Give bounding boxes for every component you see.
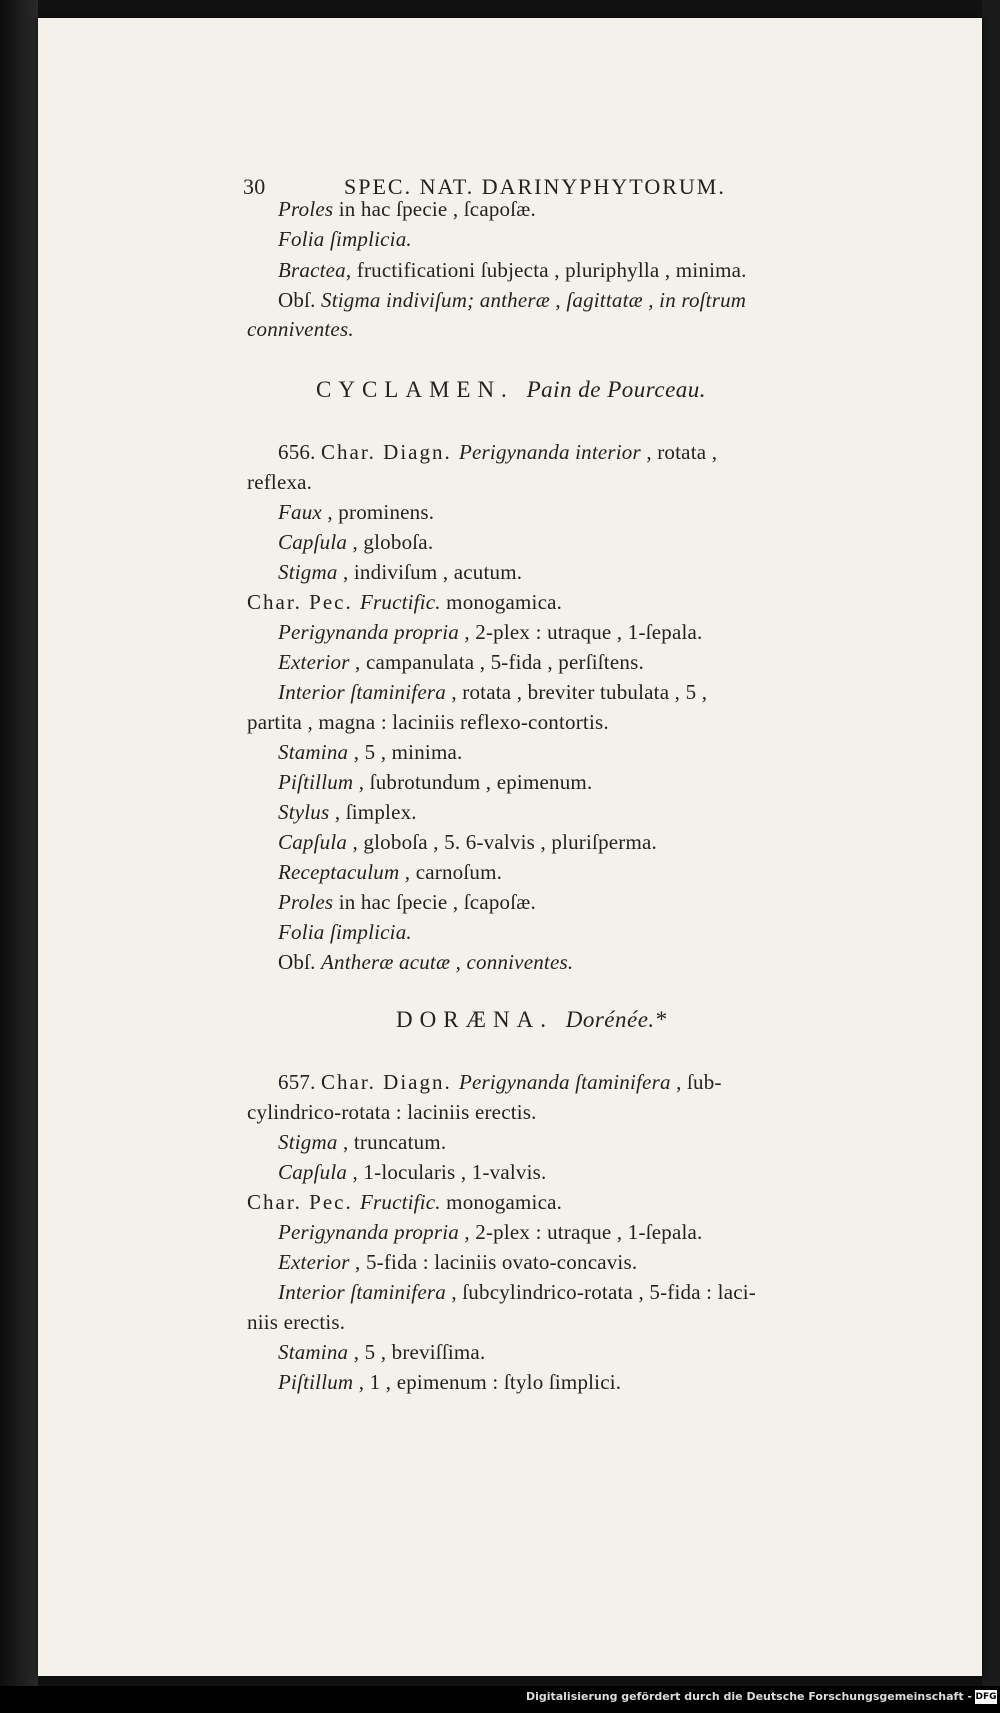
text-span: , ſubrotundum , epimenum.: [353, 770, 593, 794]
text-span: , globoſa , 5. 6-valvis , pluriſperma.: [347, 830, 657, 854]
text-line: [247, 710, 609, 735]
text-line: [278, 530, 433, 555]
text-line: [247, 470, 312, 495]
text-line: [278, 227, 412, 252]
genus-heading: [396, 1007, 667, 1033]
text-span: reflexa.: [247, 470, 313, 494]
text-span: Interior ſtaminifera: [278, 1280, 446, 1304]
text-span: Perigynanda interior: [458, 440, 641, 464]
text-span: Capſula: [278, 530, 348, 554]
text-span: , truncatum.: [337, 1130, 447, 1154]
text-span: , ſimplex.: [329, 800, 417, 824]
text-span: , 5 , breviſſima.: [348, 1340, 486, 1364]
text-span: 657.: [278, 1070, 321, 1094]
text-span: , rotata , breviter tubulata , 5 ,: [445, 680, 708, 704]
text-line: [278, 1370, 621, 1395]
text-span: Folia ſimplicia.: [278, 227, 412, 251]
text-line: [278, 1070, 722, 1095]
text-span: Fructific.: [359, 1190, 441, 1214]
text-line: [247, 590, 562, 615]
text-span: Receptaculum: [278, 860, 400, 884]
text-line: [278, 500, 434, 525]
text-span: , globoſa.: [347, 530, 434, 554]
text-line: [278, 650, 644, 675]
text-span: , 2-plex : utraque , 1-ſepala.: [458, 1220, 703, 1244]
text-span: Char. Diagn.: [321, 1070, 459, 1094]
text-span: Obſ.: [278, 288, 321, 312]
text-span: niis erectis.: [247, 1310, 346, 1334]
text-line: [278, 770, 592, 795]
text-line: [278, 1340, 485, 1365]
text-span: CYCLAMEN.: [316, 377, 527, 402]
text-span: Stigma: [278, 560, 338, 584]
text-span: partita , magna : laciniis reflexo-contortis.: [247, 710, 609, 734]
text-line: [278, 620, 702, 645]
text-span: , ſub-: [670, 1070, 722, 1094]
text-line: [278, 1130, 446, 1155]
text-span: DORÆNA.: [396, 1007, 566, 1032]
text-line: [247, 1310, 345, 1335]
text-line: [278, 440, 717, 465]
text-span: Proles: [278, 890, 334, 914]
text-span: , prominens.: [321, 500, 435, 524]
text-span: Proles: [278, 197, 334, 221]
text-span: Capſula: [278, 1160, 348, 1184]
text-line: [278, 1250, 637, 1275]
text-span: Stigma indiviſum; antheræ , ſagittatæ , in roſtrum: [321, 288, 747, 312]
text-span: Stylus: [278, 800, 330, 824]
scan-border: [982, 0, 1000, 1713]
text-span: , rotata ,: [640, 440, 718, 464]
text-span: Piſtillum: [278, 1370, 354, 1394]
text-line: [278, 197, 536, 222]
text-span: , 1 , epimenum : ſtylo ſimplici.: [353, 1370, 622, 1394]
text-span: , 1-locularis , 1-valvis.: [347, 1160, 547, 1184]
text-span: Antheræ acutæ , conniventes.: [321, 950, 574, 974]
text-line: [247, 317, 354, 342]
text-span: , carnoſum.: [399, 860, 503, 884]
text-span: Exterior: [278, 650, 350, 674]
text-line: [278, 860, 502, 885]
text-line: [278, 800, 417, 825]
text-span: Pain de Pourceau.: [526, 377, 707, 402]
text-span: , fructificationi ſubjecta , pluriphylla , minima.: [345, 258, 747, 282]
text-line: [278, 920, 412, 945]
text-line: [278, 740, 462, 765]
text-span: Faux: [278, 500, 322, 524]
running-title: SPEC. NAT. DARINYPHYTORUM.: [344, 174, 726, 199]
text-span: Bractea: [278, 258, 346, 282]
genus-heading: [316, 377, 706, 403]
text-line: [278, 288, 746, 313]
text-span: , indiviſum , acutum.: [337, 560, 523, 584]
text-span: monogamica.: [440, 1190, 563, 1214]
text-span: Char. Pec.: [247, 1190, 360, 1214]
text-span: , 5 , minima.: [348, 740, 463, 764]
text-line: [278, 1280, 756, 1305]
text-span: , ſubcylindrico-rotata , 5-fida : laci-: [445, 1280, 756, 1304]
text-line: [278, 680, 707, 705]
text-span: Char. Pec.: [247, 590, 360, 614]
footer-credit: Digitalisierung gefördert durch die Deutsche Forschungsgemeinschaft -: [525, 1690, 972, 1703]
text-span: Perigynanda propria: [278, 1220, 459, 1244]
text-span: cylindrico-rotata : laciniis erectis.: [247, 1100, 537, 1124]
page-number: 30: [243, 174, 266, 199]
text-line: [278, 830, 657, 855]
text-line: [278, 890, 536, 915]
text-span: Char. Diagn.: [321, 440, 459, 464]
text-span: Exterior: [278, 1250, 350, 1274]
text-line: [278, 1160, 547, 1185]
text-span: , 5-fida : laciniis ovato-concavis.: [349, 1250, 638, 1274]
book-page: [38, 18, 982, 1676]
text-line: [278, 950, 573, 975]
text-span: , 2-plex : utraque , 1-ſepala.: [458, 620, 703, 644]
text-span: monogamica.: [440, 590, 563, 614]
dfg-logo: DFG: [975, 1692, 997, 1702]
text-span: Perigynanda propria: [278, 620, 459, 644]
text-span: Dorénée.*: [565, 1007, 667, 1032]
text-span: Folia ſimplicia.: [278, 920, 412, 944]
text-span: conniventes.: [247, 317, 354, 341]
text-span: Interior ſtaminifera: [278, 680, 446, 704]
text-span: in hac ſpecie , ſcapoſæ.: [333, 197, 536, 221]
text-span: Stamina: [278, 1340, 349, 1364]
text-span: Piſtillum: [278, 770, 354, 794]
text-line: [247, 1100, 537, 1125]
text-span: Obſ.: [278, 950, 321, 974]
book-gutter: [0, 0, 38, 1713]
text-line: [278, 1220, 702, 1245]
text-span: , campanulata , 5-fida , perſiſtens.: [349, 650, 644, 674]
text-span: Stamina: [278, 740, 349, 764]
text-line: [278, 560, 522, 585]
text-span: 656.: [278, 440, 321, 464]
text-span: Stigma: [278, 1130, 338, 1154]
text-span: Fructific.: [359, 590, 441, 614]
footer-bar: [0, 1686, 1000, 1713]
text-line: [278, 258, 747, 283]
text-span: in hac ſpecie , ſcapoſæ.: [333, 890, 536, 914]
text-span: Perigynanda ſtaminifera: [458, 1070, 671, 1094]
text-span: Capſula: [278, 830, 348, 854]
text-line: [247, 1190, 562, 1215]
